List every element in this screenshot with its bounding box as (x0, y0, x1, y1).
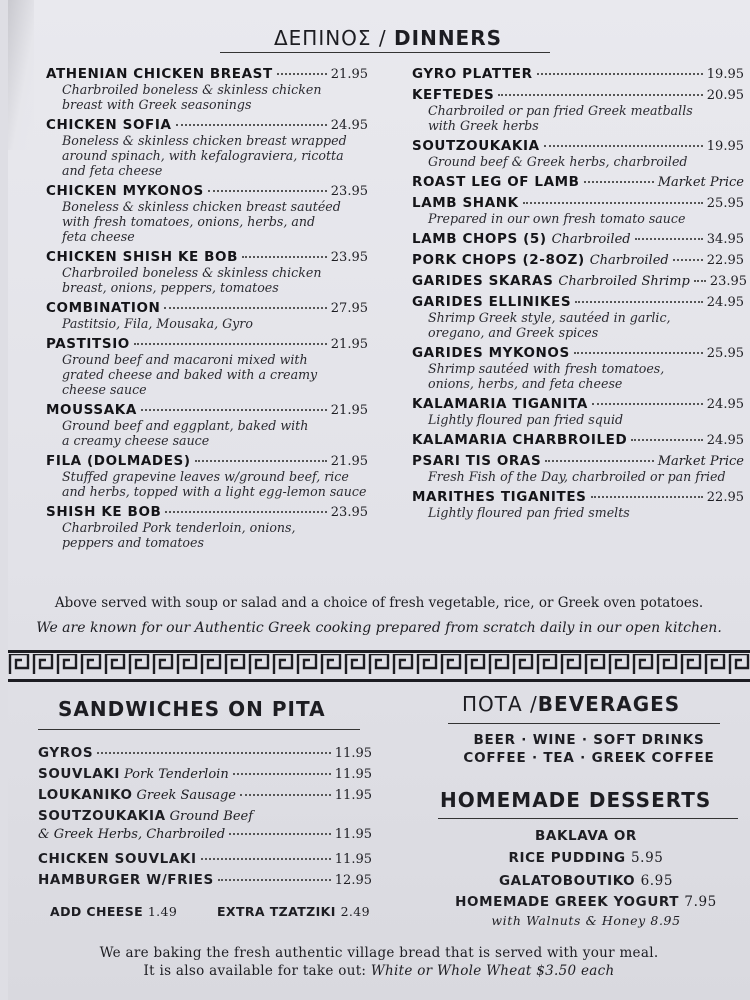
menu-item-row (412, 195, 744, 211)
dessert-item (428, 913, 744, 928)
dessert-price: 6.95 (640, 873, 674, 889)
menu-item-name: CHICKEN SHISH KE BOB (46, 249, 239, 265)
dot-leader (694, 280, 706, 282)
menu-item (46, 336, 368, 397)
menu-item-row (412, 231, 744, 247)
beverages-heading (462, 692, 680, 716)
menu-item-row (412, 138, 744, 154)
menu-item-row (412, 174, 744, 190)
dot-leader (164, 307, 326, 309)
menu-item (412, 294, 744, 340)
menu-item-description: oregano, and Greek spices (428, 325, 599, 340)
menu-item-name: KALAMARIA TIGANITA (412, 396, 588, 412)
dot-leader (537, 73, 703, 75)
greek-key-border (8, 650, 750, 682)
addon-cheese-price: 1.49 (147, 904, 178, 919)
dot-leader (673, 259, 703, 261)
menu-item (412, 87, 744, 133)
menu-item-description: Fresh Fish of the Day, charbroiled or pan fried (428, 469, 726, 484)
sandwich-name: SOUTZOUKAKIA (38, 808, 166, 824)
addon-cheese-name: ADD CHEESE (50, 904, 144, 919)
menu-item-price: 22.95 (706, 490, 744, 505)
dot-leader (195, 460, 327, 462)
dot-leader (545, 460, 653, 462)
menu-item-price: 24.95 (330, 118, 368, 133)
dot-leader (591, 496, 703, 498)
menu-item-price: 27.95 (330, 301, 368, 316)
menu-item-row (46, 66, 368, 82)
sandwich-item (38, 851, 372, 872)
menu-item-description: with fresh tomatoes, onions, herbs, and (62, 214, 316, 229)
sandwich-note: Greek Sausage (136, 788, 236, 803)
menu-item-description: breast with Greek seasonings (62, 97, 252, 112)
menu-item-name: FILA (DOLMADES) (46, 453, 191, 469)
menu-item-name: PASTITSIO (46, 336, 130, 352)
sandwich-price: 11.95 (334, 827, 372, 842)
dinners-heading-greek: ΔΕΠΙΝΟΣ / (273, 26, 387, 50)
addon-tzatziki-name: EXTRA TZATZIKI (216, 904, 336, 919)
menu-item-name: SHISH KE BOB (46, 504, 162, 520)
menu-item (412, 432, 744, 448)
menu-item-note: Charbroiled (551, 232, 631, 247)
menu-item-description: Charbroiled boneless & skinless chicken (62, 265, 322, 280)
menu-item-description: Pastitsio, Fila, Mousaka, Gyro (62, 316, 253, 331)
beverages-line-2: COFFEE · TEA · GREEK COFFEE (463, 750, 715, 766)
menu-item-price: 23.95 (330, 505, 368, 520)
dot-leader (242, 256, 327, 258)
dessert-name: GALATOBOUTIKO (498, 873, 636, 889)
dot-leader (631, 439, 703, 441)
menu-item-description: and herbs, topped with a light egg-lemon sauce (62, 484, 367, 499)
menu-item-price: 25.95 (706, 346, 744, 361)
page-fold-shadow (8, 0, 34, 150)
dinners-left-column (46, 66, 368, 555)
dot-leader (544, 145, 703, 147)
menu-item-row (412, 396, 744, 412)
menu-item-name: KEFTEDES (412, 87, 495, 103)
menu-item-row (46, 504, 368, 520)
dot-leader (208, 190, 327, 192)
menu-item-price: 25.95 (706, 196, 744, 211)
sandwich-note: & Greek Herbs, Charbroiled (38, 827, 226, 842)
menu-item (412, 174, 744, 190)
menu-item (46, 453, 368, 499)
menu-item-name: COMBINATION (46, 300, 161, 316)
menu-item (412, 489, 744, 520)
dessert-price: 7.95 (684, 894, 717, 910)
bread-note-line-1: We are baking the fresh authentic village bread that is served with your meal. (99, 945, 659, 961)
menu-item (412, 138, 744, 169)
menu-item (412, 66, 744, 82)
sandwiches-heading-rule (38, 729, 360, 730)
sandwich-name: CHICKEN SOUVLAKI (38, 851, 197, 867)
sandwich-note: Ground Beef (169, 809, 254, 824)
menu-item-description: feta cheese (62, 229, 135, 244)
menu-item-row (46, 453, 368, 469)
beverages-heading-greek: ΠΟΤΑ / (462, 692, 538, 716)
dot-leader (229, 833, 331, 835)
menu-item-price: 24.95 (706, 433, 744, 448)
menu-item (412, 453, 744, 484)
menu-item-description: Lightly floured pan fried smelts (428, 505, 630, 520)
sandwich-price: 11.95 (334, 746, 372, 761)
menu-item-name: CHICKEN SOFIA (46, 117, 172, 133)
dot-leader (523, 202, 703, 204)
sandwich-name: GYROS (38, 745, 94, 761)
dot-leader (635, 238, 703, 240)
dinners-heading-english: DINNERS (394, 26, 503, 50)
menu-item-row (46, 336, 368, 352)
addon-tzatziki-price: 2.49 (340, 904, 370, 919)
menu-item-price: 24.95 (706, 397, 744, 412)
menu-item-row (412, 345, 744, 361)
menu-item-price: Market Price (657, 454, 744, 469)
sandwich-item (38, 787, 372, 808)
menu-item (46, 300, 368, 331)
menu-item-price: 20.95 (706, 88, 744, 103)
authentic-cooking-note: We are known for our Authentic Greek cooking prepared from scratch daily in our open kitchen. (36, 620, 722, 636)
dessert-item (428, 828, 744, 844)
beverages-heading-rule (448, 723, 720, 724)
dessert-name: HOMEMADE GREEK YOGURT (455, 894, 680, 910)
beverages-line-1: BEER · WINE · SOFT DRINKS (473, 732, 705, 748)
dessert-item (428, 873, 744, 889)
sandwich-name: LOUKANIKO (38, 787, 133, 803)
dot-leader (240, 794, 331, 796)
menu-item-description: Ground beef & Greek herbs, charbroiled (428, 154, 688, 169)
dot-leader (97, 752, 331, 754)
bread-note-takeout: It is also available for take out: (143, 963, 367, 979)
menu-item-description: Ground beef and macaroni mixed with (62, 352, 308, 367)
sandwich-note: Pork Tenderloin (123, 767, 229, 782)
menu-item-price: 21.95 (330, 67, 368, 82)
menu-item (412, 396, 744, 427)
dinners-heading (168, 26, 608, 50)
menu-item-name: ATHENIAN CHICKEN BREAST (46, 66, 273, 82)
addon-tzatziki (217, 904, 370, 919)
menu-item-name: PORK CHOPS (2-8OZ) (412, 252, 585, 268)
sandwich-item (38, 808, 372, 851)
menu-item-name: GARIDES SKARAS (412, 273, 554, 289)
menu-item-description: Lightly floured pan fried squid (428, 412, 624, 427)
dot-leader (233, 773, 331, 775)
dessert-item (428, 894, 744, 910)
served-with-note: Above served with soup or salad and a choice of fresh vegetable, rice, or Greek oven potatoes. (54, 595, 704, 611)
menu-item-price: 21.95 (330, 403, 368, 418)
menu-page (8, 0, 750, 1000)
menu-item-name: KALAMARIA CHARBROILED (412, 432, 628, 448)
sandwich-addons (50, 904, 370, 919)
menu-item-description: Ground beef and eggplant, baked with (62, 418, 309, 433)
dot-leader (201, 858, 331, 860)
menu-item-description: Stuffed grapevine leaves w/ground beef, rice (62, 469, 349, 484)
menu-item-row (46, 249, 368, 265)
menu-item-row (46, 183, 368, 199)
sandwich-item (38, 745, 372, 766)
menu-item (412, 231, 744, 247)
menu-item-name: CHICKEN MYKONOS (46, 183, 204, 199)
dot-leader (176, 124, 327, 126)
dinners-right-column (412, 66, 748, 525)
menu-item-price: 23.95 (709, 274, 748, 289)
menu-item-description: with Greek herbs (428, 118, 539, 133)
menu-item-description: grated cheese and baked with a creamy (62, 367, 318, 382)
menu-item-name: ROAST LEG OF LAMB (412, 174, 580, 190)
desserts-heading: HOMEMADE DESSERTS (440, 788, 712, 812)
menu-item (46, 249, 368, 295)
menu-item-description: onions, herbs, and feta cheese (428, 376, 623, 391)
sandwiches-heading: SANDWICHES ON PITA (58, 697, 326, 721)
sandwich-name: SOUVLAKI (38, 766, 120, 782)
menu-item-row (46, 402, 368, 418)
menu-item-description: peppers and tomatoes (62, 535, 204, 550)
menu-item-description: Prepared in our own fresh tomato sauce (428, 211, 686, 226)
sandwich-item-row (38, 808, 372, 827)
menu-item-description: around spinach, with kefalograviera, ricotta (62, 148, 344, 163)
dessert-name: with Walnuts & Honey (491, 913, 646, 928)
menu-item-price: 21.95 (330, 337, 368, 352)
dot-leader (277, 73, 327, 75)
menu-item-row (412, 294, 744, 310)
menu-item-name: GYRO PLATTER (412, 66, 533, 82)
menu-item-description: and feta cheese (62, 163, 163, 178)
menu-item-name: PSARI TIS ORAS (412, 453, 542, 469)
menu-item-description: Boneless & skinless chicken breast sautéed (62, 199, 341, 214)
menu-item (412, 345, 744, 391)
menu-item-row (412, 432, 744, 448)
menu-item-row (46, 117, 368, 133)
menu-item-note: Charbroiled (589, 253, 669, 268)
menu-item-description: a creamy cheese sauce (62, 433, 210, 448)
menu-item-name: LAMB CHOPS (5) (412, 231, 547, 247)
dot-leader (584, 181, 654, 183)
menu-item-price: 19.95 (706, 139, 744, 154)
menu-item (46, 504, 368, 550)
menu-item-row (412, 489, 744, 505)
menu-item-row (412, 87, 744, 103)
menu-item-description: Shrimp Greek style, sautéed in garlic, (428, 310, 671, 325)
dessert-price: 8.95 (650, 913, 681, 928)
menu-item-price: 23.95 (330, 184, 368, 199)
sandwich-price: 11.95 (334, 767, 372, 782)
menu-item-price: 19.95 (706, 67, 744, 82)
menu-item-price: 24.95 (706, 295, 744, 310)
menu-item-description: Shrimp sautéed with fresh tomatoes, (428, 361, 665, 376)
sandwich-price: 11.95 (334, 852, 372, 867)
sandwich-name: HAMBURGER W/FRIES (38, 872, 214, 888)
dot-leader (134, 343, 327, 345)
menu-item-description: Charbroiled Pork tenderloin, onions, (62, 520, 296, 535)
dessert-name: RICE PUDDING (508, 850, 626, 866)
menu-item-name: SOUTZOUKAKIA (412, 138, 540, 154)
menu-item (46, 183, 368, 244)
menu-item-row (46, 300, 368, 316)
menu-item-row (412, 252, 744, 268)
menu-item-name: MARITHES TIGANITES (412, 489, 587, 505)
menu-item-row (412, 453, 744, 469)
menu-item-description: Charbroiled boneless & skinless chicken (62, 82, 322, 97)
menu-item-note: Charbroiled Shrimp (558, 274, 690, 289)
menu-item-description: breast, onions, peppers, tomatoes (62, 280, 279, 295)
dinners-heading-rule (220, 52, 550, 53)
menu-item (412, 252, 744, 268)
menu-item-price: 22.95 (706, 253, 744, 268)
menu-item (46, 117, 368, 178)
sandwich-item (38, 872, 372, 893)
dot-leader (574, 352, 703, 354)
dessert-name: BAKLAVA OR (535, 828, 637, 844)
bread-note-line-2 (8, 963, 750, 979)
menu-item-name: GARIDES ELLINIKES (412, 294, 572, 310)
dessert-item (428, 850, 744, 866)
beverages-heading-english: BEVERAGES (537, 692, 681, 716)
bread-note-price: White or Whole Wheat $3.50 each (370, 963, 615, 979)
menu-item-price: Market Price (657, 175, 744, 190)
menu-item-row (412, 273, 748, 289)
sandwich-price: 11.95 (334, 788, 372, 803)
menu-item-name: GARIDES MYKONOS (412, 345, 570, 361)
sandwich-item-row (38, 827, 372, 851)
desserts-heading-rule (438, 818, 738, 819)
menu-item (412, 195, 744, 226)
menu-item (46, 66, 368, 112)
dot-leader (498, 94, 702, 96)
dot-leader (218, 879, 331, 881)
menu-item-name: MOUSSAKA (46, 402, 137, 418)
menu-item (412, 273, 748, 289)
dessert-price: 5.95 (630, 850, 664, 866)
sandwich-price: 12.95 (334, 873, 372, 888)
menu-item-price: 34.95 (706, 232, 744, 247)
menu-item-price: 21.95 (330, 454, 368, 469)
menu-item-price: 23.95 (330, 250, 368, 265)
menu-item (46, 402, 368, 448)
menu-item-description: Boneless & skinless chicken breast wrapped (62, 133, 347, 148)
dot-leader (575, 301, 703, 303)
dot-leader (165, 511, 326, 513)
menu-item-name: LAMB SHANK (412, 195, 519, 211)
menu-item-description: cheese sauce (62, 382, 147, 397)
menu-item-description: Charbroiled or pan fried Greek meatballs (428, 103, 693, 118)
dot-leader (592, 403, 703, 405)
sandwiches-list (38, 745, 372, 893)
sandwich-item (38, 766, 372, 787)
dot-leader (141, 409, 327, 411)
addon-cheese (50, 904, 177, 919)
menu-item-row (412, 66, 744, 82)
